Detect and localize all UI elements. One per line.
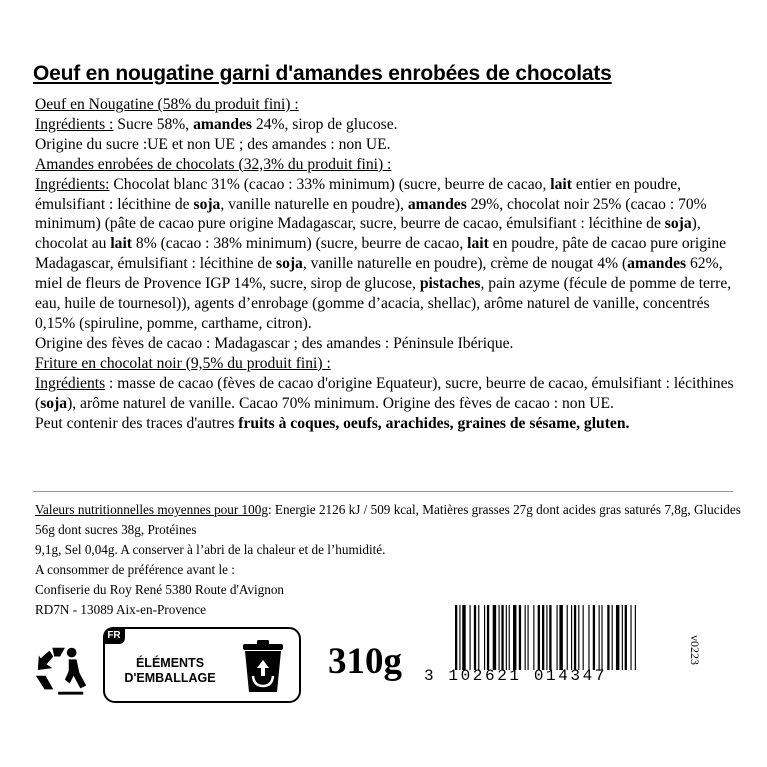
- barcode-bar: [528, 605, 529, 670]
- barcode-bar: [509, 605, 510, 670]
- separator-line: [33, 491, 733, 492]
- nutrition-values-cont: 9,1g, Sel 0,04g. A conserver à l’abri de la chaleur et de l’humidité.: [35, 542, 386, 557]
- best-before: A consommer de préférence avant le :: [35, 562, 235, 577]
- barcode-bar: [559, 605, 562, 670]
- maker-address-1: Confiserie du Roy René 5380 Route d'Avignon: [35, 582, 285, 597]
- origin-amandes: Origine des fèves de cacao : Madagascar ; des amandes : Péninsule Ibérique.: [35, 334, 514, 352]
- barcode-bar: [455, 605, 457, 670]
- product-title: Oeuf en nougatine garni d'amandes enrobées de chocolats: [33, 62, 612, 85]
- version-code: v0223: [688, 635, 702, 665]
- barcode-bar: [571, 605, 572, 670]
- barcode: [455, 605, 678, 670]
- barcode-bar: [470, 605, 471, 670]
- packaging-label: ÉLÉMENTS D'EMBALLAGE: [124, 656, 216, 685]
- nutrition-values: Valeurs nutritionnelles moyennes pour 100g: Energie 2126 kJ / 509 kcal, Matières grasses 27g dont acides gras saturés 7,8g, Glucides 56g dont sucres 38g, Protéines: [35, 502, 741, 537]
- barcode-bar: [546, 605, 547, 670]
- barcode-bar: [635, 605, 636, 670]
- country-code: FR: [103, 627, 125, 644]
- barcode-bar: [549, 605, 551, 670]
- recycling-bin-icon: [237, 639, 289, 695]
- barcode-bar: [459, 605, 460, 670]
- ingredients-block: [35, 95, 747, 433]
- barcode-bar: [588, 605, 589, 670]
- maker-address-2: RD7N - 13089 Aix-en-Provence: [35, 602, 207, 617]
- barcode-bar: [616, 605, 619, 670]
- barcode-bar: [622, 605, 623, 670]
- origin-nougatine: Origine du sucre :UE et non UE ; des amandes : non UE.: [35, 135, 391, 153]
- barcode-bar: [501, 605, 503, 670]
- barcode-bar: [538, 605, 540, 670]
- barcode-bar: [542, 605, 544, 670]
- barcode-bar: [593, 605, 595, 670]
- barcode-bar: [630, 605, 631, 670]
- triman-recycling-icon: [33, 641, 91, 699]
- barcode-bar: [478, 605, 479, 670]
- barcode-bar: [578, 605, 579, 670]
- barcode-bar: [474, 605, 476, 670]
- barcode-bar: [533, 605, 534, 670]
- barcode-bar: [583, 605, 584, 670]
- packaging-info-box: [103, 627, 301, 703]
- ingredients-amandes: Ingrédients: Chocolat blanc 31% (cacao : 33% minimum) (sucre, beurre de cacao, lait entier en poudre, émulsifiant : lécithine de soja, vanille naturelle en poudre), amandes 29%, chocolat noir 25% (cacao : 70% minimum) (pâte de cacao pure origine Madagascar, sucre, beurre de cacao, émulsifiant : lécithine de soja), chocolat au lait 8% (cacao : 38% minimum) (sucre, beurre de cacao, lait en poudre, pâte de cacao pure origine Madagascar, émulsifiant : lécithine de soja, vanille naturelle en poudre), crème de nougat 4% (amandes 62%, miel de fleurs de Provence IGP 14%, sucre, sirop de glucose, pistaches, pain azyme (fécule de pomme de terre, eau, huile de tournesol)), agents d’enrobage (gomme d’acacia, shellac), arôme naturel de vanille, concentrés 0,15% (spiruline, pomme, carthame, citron).: [35, 175, 732, 332]
- barcode-bar: [625, 605, 627, 670]
- traces-warning: Peut contenir des traces d'autres fruits à coques, oeufs, arachides, graines de sésame, gluten.: [35, 414, 630, 432]
- barcode-bar: [484, 605, 485, 670]
- barcode-bar: [462, 605, 465, 670]
- ingredients-nougatine: Ingrédients : Sucre 58%, amandes 24%, sirop de glucose.: [35, 115, 398, 133]
- barcode-bar: [506, 605, 507, 670]
- barcode-bar: [557, 605, 558, 670]
- net-weight: 310g: [328, 641, 402, 682]
- barcode-bar: [513, 605, 516, 670]
- barcode-bar: [612, 605, 613, 670]
- barcode-bar: [499, 605, 500, 670]
- barcode-bar: [493, 605, 496, 670]
- barcode-bar: [601, 605, 602, 670]
- section-heading-amandes: Amandes enrobées de chocolats (32,3% du produit fini) :: [35, 155, 392, 173]
- section-heading-nougatine: Oeuf en Nougatine (58% du produit fini) :: [35, 96, 299, 113]
- barcode-number: 3 102621 014347: [424, 667, 608, 685]
- barcode-bar: [487, 605, 489, 670]
- barcode-bar: [574, 605, 576, 670]
- barcode-bar: [525, 605, 526, 670]
- barcode-bar: [567, 605, 568, 670]
- barcode-bar: [607, 605, 609, 670]
- section-heading-friture: Friture en chocolat noir (9,5% du produit fini) :: [35, 354, 331, 372]
- barcode-bar: [599, 605, 600, 670]
- barcode-bar: [519, 605, 521, 670]
- ingredients-friture: Ingrédients : masse de cacao (fèves de cacao d'origine Equateur), sucre, beurre de cacao, émulsifiant : lécithines (soja), arôme naturel de vanille. Cacao 70% minimum. Origine des fèves de cacao : non UE.: [35, 374, 734, 412]
- nutrition-block: [35, 500, 755, 620]
